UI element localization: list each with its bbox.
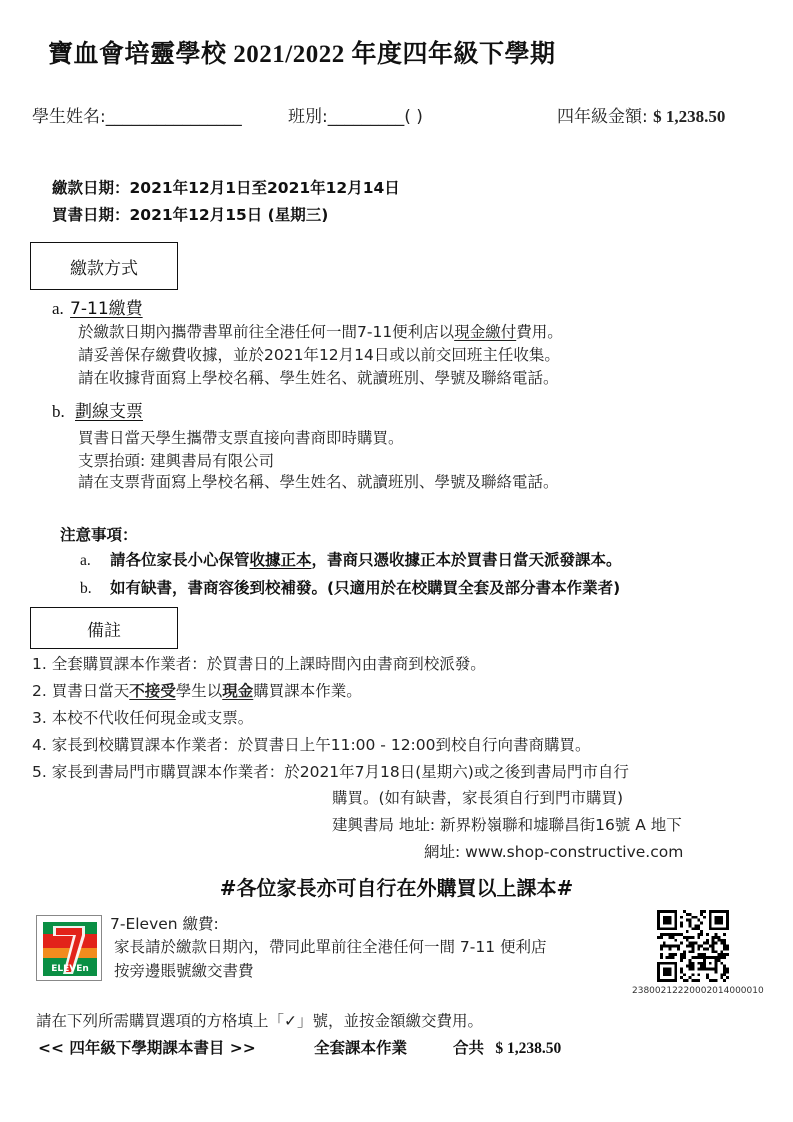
method-a-prefix: a.: [52, 299, 64, 318]
note-a: [80, 548, 622, 570]
remark-2-underlined-1: 不接受: [129, 682, 176, 700]
remark-4: 4. 家長到校購買課本作業者：於買書日上午11:00 - 12:00到校自行向書商購買。: [32, 736, 591, 754]
method-a-line1-post: 費用。: [516, 323, 563, 341]
method-a-heading: [52, 294, 143, 319]
remark-1: 1. 全套購買課本作業者：於買書日的上課時間內由書商到校派發。: [32, 655, 486, 673]
bookstore-address: 建興書局 地址: 新界粉嶺聯和墟聯昌街16號 A 地下: [332, 816, 682, 834]
note-a-pre: 請各位家長小心保管: [110, 551, 250, 569]
remark-2-pre: 2. 買書日當天: [32, 682, 130, 700]
note-b-text: 如有缺書，書商容後到校補發。(只適用於在校購買全套及部分書本作業者): [110, 579, 621, 597]
method-b-prefix: b.: [52, 402, 65, 421]
seven-eleven-line1: 家長請於繳款日期內，帶同此單前往全港任何一間 7-11 便利店: [114, 938, 547, 956]
remark-2-underlined-2: 現金: [222, 682, 254, 700]
logo-text: ELEVEn: [51, 964, 89, 974]
note-a-underlined: 收據正本: [249, 551, 312, 569]
method-b-title: 劃線支票: [75, 402, 143, 422]
total-label: 合共: [453, 1039, 485, 1057]
method-a-line1: [78, 322, 563, 343]
amount-label: 四年級金額:: [557, 107, 654, 127]
payment-date: 繳款日期：2021年12月1日至2021年12月14日: [52, 179, 400, 197]
class-field[interactable]: [288, 102, 423, 127]
full-set-label: 全套課本作業: [314, 1039, 408, 1057]
remark-2-mid: 學生以: [175, 682, 223, 700]
method-a-title: 7-11繳費: [70, 299, 143, 319]
purchase-date: 買書日期：2021年12月15日 (星期三): [52, 206, 329, 224]
method-b-heading: [52, 397, 143, 422]
notes-heading: 注意事項：: [60, 526, 138, 544]
method-b-line2: 支票抬頭: 建興書局有限公司: [78, 452, 275, 470]
seven-eleven-line2: 按旁邊賬號繳交書費: [114, 962, 254, 980]
total-amount: [453, 1036, 561, 1058]
remark-2: [32, 679, 362, 701]
note-b-prefix: b.: [80, 580, 92, 597]
method-a-line1-underlined: 現金繳付: [454, 323, 517, 341]
total-value: $ 1,238.50: [495, 1040, 562, 1057]
note-a-prefix: a.: [80, 552, 91, 569]
method-a-line3: 請在收據背面寫上學校名稱、學生姓名、就讀班別、學號及聯絡電話。: [78, 369, 559, 387]
class-blank: _________( ): [327, 107, 423, 127]
remark-5-cont: 購買。(如有缺書，家長須自行到門市購買): [332, 789, 624, 807]
grade-amount: [557, 102, 725, 127]
seven-eleven-logo-icon: [36, 915, 102, 981]
method-a-line1-pre: 於繳款日期內攜帶書單前往全港任何一間7-11便利店以: [78, 323, 455, 341]
page-title: 寶血會培靈學校 2021/2022 年度四年級下學期: [48, 41, 556, 68]
method-b-line1: 買書日當天學生攜帶支票直接向書商即時購買。: [78, 429, 404, 447]
remarks-heading: [30, 607, 178, 649]
payment-methods-heading: [30, 242, 178, 290]
student-name-label: 學生姓名:: [32, 107, 106, 127]
buy-outside-banner: #各位家長亦可自行在外購買以上課本#: [219, 876, 574, 900]
payment-methods-heading-text: 繳款方式: [70, 258, 138, 279]
bookstore-website-text: 網址: www.shop-constructive.com: [424, 843, 684, 861]
booklist-title: << 四年級下學期課本書目 >>: [38, 1039, 256, 1057]
note-b: [80, 576, 620, 598]
seven-eleven-title: 7-Eleven 繳費:: [110, 915, 219, 933]
method-a-line2: 請妥善保存繳費收據，並於2021年12月14日或以前交回班主任收集。: [78, 346, 560, 364]
class-label: 班別:: [288, 107, 328, 127]
barcode-number: 23800212220002014000010: [632, 986, 764, 996]
method-b-line3: 請在支票背面寫上學校名稱、學生姓名、就讀班別、學號及聯絡電話。: [78, 473, 559, 491]
student-name-blank: ________________: [105, 107, 242, 127]
remark-5: 5. 家長到書局門市購買課本作業者：於2021年7月18日(星期六)或之後到書局門市自行: [32, 763, 629, 781]
bookstore-website: [424, 840, 683, 862]
tick-instruction: 請在下列所需購買選項的方格填上「✓」號，並按金額繳交費用。: [36, 1012, 483, 1030]
qr-code-icon: [657, 910, 729, 982]
note-a-post: ，書商只憑收據正本於買書日當天派發課本。: [311, 551, 622, 569]
remark-3: 3. 本校不代收任何現金或支票。: [32, 709, 254, 727]
amount-value: $ 1,238.50: [653, 107, 726, 126]
student-name-field[interactable]: [32, 102, 242, 127]
remark-2-post: 購買課本作業。: [253, 682, 362, 700]
remarks-heading-text: 備註: [87, 620, 121, 641]
